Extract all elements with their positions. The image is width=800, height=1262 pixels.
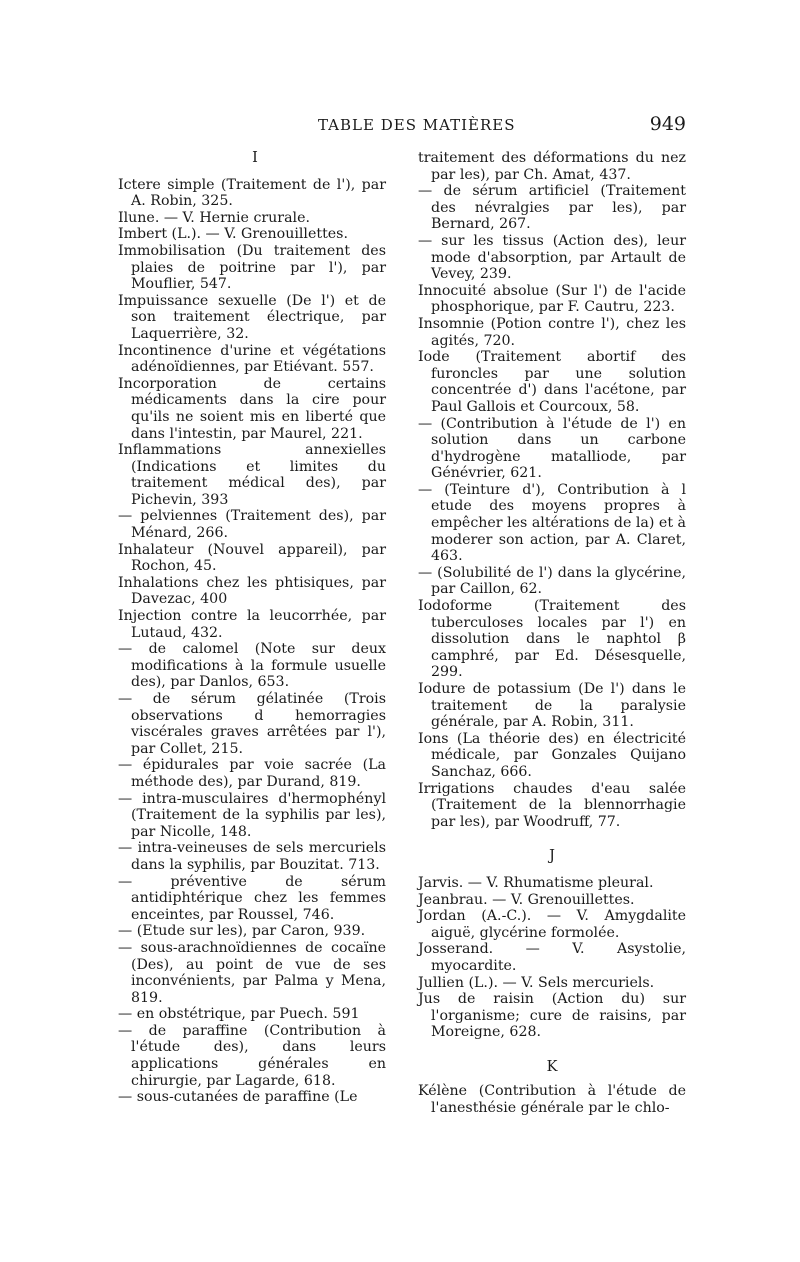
index-entry: Jeanbrau. — V. Grenouillettes. xyxy=(418,891,635,908)
index-entry: Ilune. — V. Hernie crurale. xyxy=(118,209,310,226)
index-entry: — sous-cutanées de paraffine (Le xyxy=(118,1089,358,1106)
index-entry: Innocuité absolue (Sur l') de l'acide phosphorique, par F. Cautru, 223. xyxy=(418,282,686,316)
right-entry-list-j xyxy=(418,875,686,1041)
index-entry: — de paraffine (Contribution à l'étude des), dans leurs applications générales en chirurgie, par Lagarde, 618. xyxy=(118,1022,386,1089)
index-entry: — (Contribution à l'étude de l') en solution dans un carbone d'hydrogène matalliode, par Génévrier, 621. xyxy=(418,415,686,482)
index-entry: — (Etude sur les), par Caron, 939. xyxy=(118,923,366,940)
index-entry: Inhalations chez les phtisiques, par Davezac, 400 xyxy=(118,574,386,608)
right-column xyxy=(418,150,686,1117)
index-entry: Iodoforme (Traitement des tuberculoses locales par l') en dissolution dans le naphtol β camphré, par Ed. Désesquelle, 299. xyxy=(418,598,686,681)
index-entry: — sous-arachnoïdiennes de cocaïne (Des), au point de vue de ses inconvénients, par Palma y Mena, 819. xyxy=(118,939,386,1006)
left-column xyxy=(118,150,386,1106)
index-entry: Jus de raisin (Action du) sur l'organisme; cure de raisins, par Moreigne, 628. xyxy=(418,991,686,1041)
index-entry: Jullien (L.). — V. Sels mercuriels. xyxy=(418,974,655,991)
index-entry: Impuissance sexuelle (De l') et de son traitement électrique, par Laquerrière, 32. xyxy=(118,292,386,342)
index-entry: — en obstétrique, par Puech. 591 xyxy=(118,1006,360,1023)
index-entry: — de sérum gélatinée (Trois observations d hemorragies viscérales graves arrêtées par l'), par Collet, 215. xyxy=(118,691,386,757)
index-entry: Imbert (L.). — V. Grenouillettes. xyxy=(118,226,348,243)
index-entry: Incorporation de certains médicaments dans la cire pour qu'ils ne soient mis en liberté que dans l'intestin, par Maurel, 221. xyxy=(118,375,386,442)
index-entry: Irrigations chaudes d'eau salée (Traitement de la blennorrhagie par les), par Woodruff, 77. xyxy=(418,780,686,830)
page-number: 949 xyxy=(649,113,686,135)
index-entry: — (Solubilité de l') dans la glycérine, par Caillon, 62. xyxy=(418,564,686,598)
index-entry: — pelviennes (Traitement des), par Ménard, 266. xyxy=(118,508,386,542)
index-entry: Ictere simple (Traitement de l'), par A. Robin, 325. xyxy=(118,176,386,210)
index-entry: Immobilisation (Du traitement des plaies de poitrine par l'), par Mouflier, 547. xyxy=(118,242,386,293)
index-entry: Iodure de potassium (De l') dans le traitement de la paralysie générale, par A. Robin, 311. xyxy=(418,681,686,731)
index-entry: Kélène (Contribution à l'étude de l'anesthésie générale par le chlo- xyxy=(418,1083,686,1117)
index-entry: Incontinence d'urine et végétations adénoïdiennes, par Etiévant. 557. xyxy=(118,342,386,376)
right-entry-list-i xyxy=(418,150,686,830)
section-heading-j: J xyxy=(549,848,555,865)
index-entry: — sur les tissus (Action des), leur mode d'absorption, par Artault de Vevey, 239. xyxy=(418,232,686,283)
section-heading-i: I xyxy=(252,150,258,166)
index-entry: Inhalateur (Nouvel appareil), par Rochon, 45. xyxy=(118,541,386,575)
index-entry: Injection contre la leucorrhée, par Lutaud, 432. xyxy=(118,608,386,641)
running-title: TABLE DES MATIÈRES xyxy=(318,116,516,134)
page-header xyxy=(118,113,690,140)
index-entry: traitement des déformations du nez par les), par Ch. Amat, 437. xyxy=(418,150,686,183)
index-entry: — préventive de sérum antidiphtérique chez les femmes enceintes, par Roussel, 746. xyxy=(118,873,386,923)
index-entry: Iode (Traitement abortif des furoncles par une solution concentrée d') dans l'acétone, par Paul Gallois et Courcoux, 58. xyxy=(418,349,686,415)
section-heading-k: K xyxy=(546,1058,558,1075)
index-entry: Ions (La théorie des) en électricité médicale, par Gonzales Quijano Sanchaz, 666. xyxy=(418,730,686,780)
index-entry: Inflammations annexielles (Indications et limites du traitement médical des), par Pichevin, 393 xyxy=(118,442,386,508)
index-entry: — intra-veineuses de sels mercuriels dans la syphilis, par Bouzitat. 713. xyxy=(118,840,386,873)
index-entry: Josserand. — V. Asystolie, myocardite. xyxy=(418,941,686,974)
index-entry: Insomnie (Potion contre l'), chez les agités, 720. xyxy=(418,315,686,349)
index-entry: — intra-musculaires d'hermophényl (Traitement de la syphilis par les), par Nicolle, 148. xyxy=(118,790,386,840)
index-entry: — de sérum artificiel (Traitement des névralgies par les), par Bernard, 267. xyxy=(418,183,686,233)
index-entry: — de calomel (Note sur deux modifications à la formule usuelle des), par Danlos, 653. xyxy=(118,641,386,691)
index-entry: — épidurales par voie sacrée (La méthode des), par Durand, 819. xyxy=(118,757,386,790)
index-entry: — (Teinture d'), Contribution à l etude des moyens propres à empêcher les altérations de la) et à moderer son action, par A. Claret, 463. xyxy=(418,481,686,565)
right-entry-list-k xyxy=(418,1083,686,1116)
index-entry: Jordan (A.-C.). — V. Amygdalite aiguë, glycérine formolée. xyxy=(418,908,686,941)
left-entry-list xyxy=(118,177,386,1106)
index-entry: Jarvis. — V. Rhumatisme pleural. xyxy=(418,874,654,891)
